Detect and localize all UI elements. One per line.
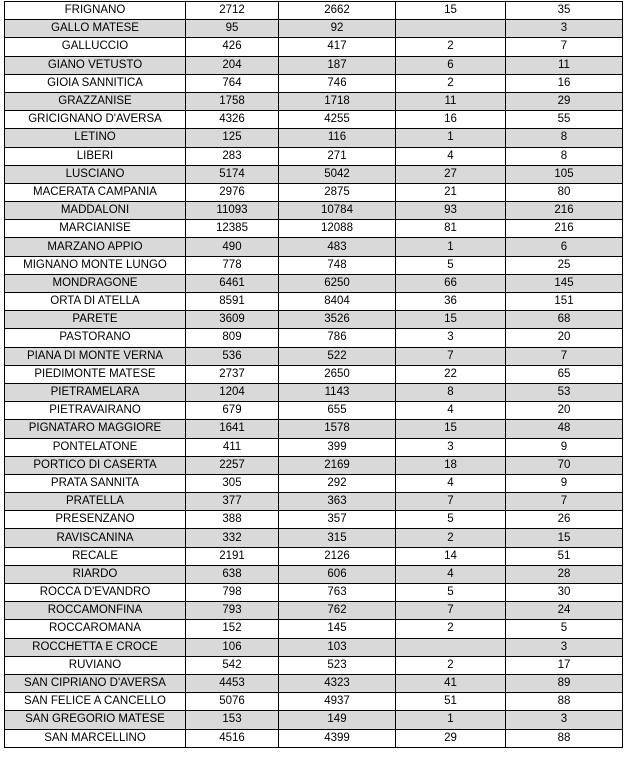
- value-4-cell: 3: [506, 638, 623, 656]
- value-4-cell: 6: [506, 238, 623, 256]
- value-1-cell: 388: [186, 511, 279, 529]
- municipality-cell: RUVIANO: [5, 656, 186, 674]
- value-3-cell: 7: [396, 602, 506, 620]
- value-4-cell: 7: [506, 347, 623, 365]
- value-1-cell: 542: [186, 656, 279, 674]
- value-1-cell: 8591: [186, 293, 279, 311]
- value-1-cell: 536: [186, 347, 279, 365]
- table-row: [5, 420, 623, 438]
- municipality-cell: PIETRAMELARA: [5, 383, 186, 401]
- value-1-cell: 204: [186, 56, 279, 74]
- value-1-cell: 5174: [186, 165, 279, 183]
- table-row: [5, 711, 623, 729]
- table-row: [5, 565, 623, 583]
- municipality-cell: MARZANO APPIO: [5, 238, 186, 256]
- value-4-cell: 65: [506, 365, 623, 383]
- value-1-cell: 4453: [186, 674, 279, 692]
- municipality-cell: MIGNANO MONTE LUNGO: [5, 256, 186, 274]
- value-2-cell: 145: [279, 620, 396, 638]
- value-3-cell: 66: [396, 274, 506, 292]
- table-row: [5, 383, 623, 401]
- value-3-cell: 27: [396, 165, 506, 183]
- value-2-cell: 1143: [279, 383, 396, 401]
- value-1-cell: 153: [186, 711, 279, 729]
- value-4-cell: 3: [506, 711, 623, 729]
- value-1-cell: 2191: [186, 547, 279, 565]
- value-4-cell: 8: [506, 147, 623, 165]
- table-row: [5, 729, 623, 747]
- value-1-cell: 3609: [186, 311, 279, 329]
- value-2-cell: 4255: [279, 111, 396, 129]
- value-4-cell: 11: [506, 56, 623, 74]
- value-4-cell: 24: [506, 602, 623, 620]
- value-2-cell: 2875: [279, 183, 396, 201]
- value-4-cell: 80: [506, 183, 623, 201]
- value-4-cell: 16: [506, 74, 623, 92]
- municipality-cell: GIOIA SANNITICA: [5, 74, 186, 92]
- table-row: [5, 656, 623, 674]
- value-1-cell: 490: [186, 238, 279, 256]
- municipality-cell: ORTA DI ATELLA: [5, 293, 186, 311]
- value-1-cell: 798: [186, 584, 279, 602]
- value-4-cell: 68: [506, 311, 623, 329]
- value-3-cell: 4: [396, 402, 506, 420]
- value-2-cell: 103: [279, 638, 396, 656]
- municipality-cell: MADDALONI: [5, 202, 186, 220]
- value-4-cell: 145: [506, 274, 623, 292]
- value-1-cell: 125: [186, 129, 279, 147]
- value-4-cell: 5: [506, 620, 623, 638]
- table-row: [5, 456, 623, 474]
- municipality-cell: ROCCAMONFINA: [5, 602, 186, 620]
- value-4-cell: 88: [506, 693, 623, 711]
- value-1-cell: 332: [186, 529, 279, 547]
- table-row: [5, 329, 623, 347]
- value-1-cell: 809: [186, 329, 279, 347]
- municipality-cell: PIANA DI MONTE VERNA: [5, 347, 186, 365]
- value-2-cell: 363: [279, 493, 396, 511]
- value-2-cell: 2169: [279, 456, 396, 474]
- value-3-cell: 7: [396, 493, 506, 511]
- value-2-cell: 523: [279, 656, 396, 674]
- value-1-cell: 11093: [186, 202, 279, 220]
- table-row: [5, 584, 623, 602]
- municipality-cell: SAN MARCELLINO: [5, 729, 186, 747]
- value-3-cell: 4: [396, 565, 506, 583]
- value-4-cell: 7: [506, 493, 623, 511]
- municipality-cell: PIETRAVAIRANO: [5, 402, 186, 420]
- value-1-cell: 638: [186, 565, 279, 583]
- value-3-cell: 2: [396, 38, 506, 56]
- value-1-cell: 152: [186, 620, 279, 638]
- value-3-cell: 2: [396, 620, 506, 638]
- municipality-cell: RAVISCANINA: [5, 529, 186, 547]
- value-3-cell: 81: [396, 220, 506, 238]
- value-2-cell: 12088: [279, 220, 396, 238]
- value-4-cell: 28: [506, 565, 623, 583]
- value-3-cell: 16: [396, 111, 506, 129]
- municipality-cell: GIANO VETUSTO: [5, 56, 186, 74]
- table-row: [5, 620, 623, 638]
- value-2-cell: 4937: [279, 693, 396, 711]
- table-row: [5, 293, 623, 311]
- value-3-cell: 2: [396, 529, 506, 547]
- value-2-cell: 522: [279, 347, 396, 365]
- table-row: [5, 511, 623, 529]
- table-row: [5, 693, 623, 711]
- value-2-cell: 1578: [279, 420, 396, 438]
- value-1-cell: 95: [186, 20, 279, 38]
- value-3-cell: 21: [396, 183, 506, 201]
- value-1-cell: 1204: [186, 383, 279, 401]
- municipality-cell: GRAZZANISE: [5, 92, 186, 110]
- value-4-cell: 105: [506, 165, 623, 183]
- value-2-cell: 292: [279, 474, 396, 492]
- table-row: [5, 238, 623, 256]
- municipality-cell: SAN FELICE A CANCELLO: [5, 693, 186, 711]
- municipality-cell: GRICIGNANO D'AVERSA: [5, 111, 186, 129]
- value-1-cell: 4516: [186, 729, 279, 747]
- municipality-cell: RIARDO: [5, 565, 186, 583]
- value-4-cell: 26: [506, 511, 623, 529]
- value-3-cell: 7: [396, 347, 506, 365]
- municipality-cell: MARCIANISE: [5, 220, 186, 238]
- municipality-cell: PRESENZANO: [5, 511, 186, 529]
- table-row: [5, 274, 623, 292]
- value-1-cell: 1641: [186, 420, 279, 438]
- value-1-cell: 4326: [186, 111, 279, 129]
- value-2-cell: 762: [279, 602, 396, 620]
- value-2-cell: 399: [279, 438, 396, 456]
- value-1-cell: 5076: [186, 693, 279, 711]
- municipality-cell: FRIGNANO: [5, 2, 186, 20]
- value-4-cell: 29: [506, 92, 623, 110]
- table-row: [5, 183, 623, 201]
- data-table: [4, 1, 623, 748]
- table-row: [5, 365, 623, 383]
- table-row: [5, 256, 623, 274]
- value-4-cell: 53: [506, 383, 623, 401]
- value-1-cell: 411: [186, 438, 279, 456]
- value-1-cell: 679: [186, 402, 279, 420]
- municipality-cell: ROCCA D'EVANDRO: [5, 584, 186, 602]
- value-3-cell: 29: [396, 729, 506, 747]
- value-3-cell: 4: [396, 474, 506, 492]
- municipality-cell: SAN CIPRIANO D'AVERSA: [5, 674, 186, 692]
- municipality-cell: PRATELLA: [5, 493, 186, 511]
- value-4-cell: 35: [506, 2, 623, 20]
- value-3-cell: 3: [396, 438, 506, 456]
- municipality-cell: MONDRAGONE: [5, 274, 186, 292]
- value-2-cell: 3526: [279, 311, 396, 329]
- table-row: [5, 202, 623, 220]
- table-row: [5, 311, 623, 329]
- value-2-cell: 2662: [279, 2, 396, 20]
- value-1-cell: 2737: [186, 365, 279, 383]
- table-row: [5, 493, 623, 511]
- value-3-cell: 15: [396, 311, 506, 329]
- value-2-cell: 5042: [279, 165, 396, 183]
- value-1-cell: 1758: [186, 92, 279, 110]
- value-3-cell: 15: [396, 2, 506, 20]
- value-2-cell: 655: [279, 402, 396, 420]
- value-3-cell: 2: [396, 74, 506, 92]
- value-3-cell: [396, 20, 506, 38]
- value-1-cell: 283: [186, 147, 279, 165]
- municipality-cell: PONTELATONE: [5, 438, 186, 456]
- value-3-cell: 51: [396, 693, 506, 711]
- value-2-cell: 4399: [279, 729, 396, 747]
- value-3-cell: 1: [396, 711, 506, 729]
- value-3-cell: 1: [396, 238, 506, 256]
- value-1-cell: 2712: [186, 2, 279, 20]
- municipality-cell: GALLO MATESE: [5, 20, 186, 38]
- municipality-cell: PRATA SANNITA: [5, 474, 186, 492]
- value-4-cell: 8: [506, 129, 623, 147]
- municipality-cell: GALLUCCIO: [5, 38, 186, 56]
- value-4-cell: 55: [506, 111, 623, 129]
- value-3-cell: 6: [396, 56, 506, 74]
- value-4-cell: 20: [506, 329, 623, 347]
- value-2-cell: 786: [279, 329, 396, 347]
- value-3-cell: 14: [396, 547, 506, 565]
- table-row: [5, 129, 623, 147]
- value-4-cell: 216: [506, 202, 623, 220]
- table-row: [5, 2, 623, 20]
- table-row: [5, 529, 623, 547]
- value-2-cell: 417: [279, 38, 396, 56]
- value-2-cell: 271: [279, 147, 396, 165]
- value-2-cell: 483: [279, 238, 396, 256]
- value-3-cell: 18: [396, 456, 506, 474]
- value-3-cell: 8: [396, 383, 506, 401]
- value-3-cell: 3: [396, 329, 506, 347]
- value-1-cell: 426: [186, 38, 279, 56]
- value-3-cell: 41: [396, 674, 506, 692]
- table-row: [5, 111, 623, 129]
- value-4-cell: 17: [506, 656, 623, 674]
- value-1-cell: 106: [186, 638, 279, 656]
- value-3-cell: 5: [396, 256, 506, 274]
- municipality-cell: PASTORANO: [5, 329, 186, 347]
- table-row: [5, 165, 623, 183]
- value-3-cell: 1: [396, 129, 506, 147]
- value-3-cell: 15: [396, 420, 506, 438]
- value-2-cell: 187: [279, 56, 396, 74]
- municipality-cell: LUSCIANO: [5, 165, 186, 183]
- value-4-cell: 51: [506, 547, 623, 565]
- value-4-cell: 89: [506, 674, 623, 692]
- value-4-cell: 30: [506, 584, 623, 602]
- table-row: [5, 220, 623, 238]
- value-3-cell: 5: [396, 584, 506, 602]
- municipality-cell: LIBERI: [5, 147, 186, 165]
- value-2-cell: 8404: [279, 293, 396, 311]
- municipality-cell: SAN GREGORIO MATESE: [5, 711, 186, 729]
- value-1-cell: 2976: [186, 183, 279, 201]
- value-1-cell: 2257: [186, 456, 279, 474]
- value-2-cell: 2650: [279, 365, 396, 383]
- value-3-cell: 2: [396, 656, 506, 674]
- value-2-cell: 763: [279, 584, 396, 602]
- municipality-cell: PIEDIMONTE MATESE: [5, 365, 186, 383]
- table-row: [5, 474, 623, 492]
- value-3-cell: 22: [396, 365, 506, 383]
- table-row: [5, 56, 623, 74]
- value-3-cell: 36: [396, 293, 506, 311]
- value-2-cell: 4323: [279, 674, 396, 692]
- value-2-cell: 746: [279, 74, 396, 92]
- table-body: [5, 2, 623, 748]
- table-row: [5, 147, 623, 165]
- municipality-cell: LETINO: [5, 129, 186, 147]
- table-row: [5, 92, 623, 110]
- value-4-cell: 9: [506, 474, 623, 492]
- value-4-cell: 7: [506, 38, 623, 56]
- value-3-cell: 93: [396, 202, 506, 220]
- value-2-cell: 748: [279, 256, 396, 274]
- table-row: [5, 674, 623, 692]
- municipality-cell: PIGNATARO MAGGIORE: [5, 420, 186, 438]
- value-1-cell: 764: [186, 74, 279, 92]
- municipality-cell: ROCCAROMANA: [5, 620, 186, 638]
- value-1-cell: 793: [186, 602, 279, 620]
- table-row: [5, 638, 623, 656]
- municipality-cell: MACERATA CAMPANIA: [5, 183, 186, 201]
- value-2-cell: 149: [279, 711, 396, 729]
- value-4-cell: 70: [506, 456, 623, 474]
- value-3-cell: 5: [396, 511, 506, 529]
- value-1-cell: 377: [186, 493, 279, 511]
- value-4-cell: 20: [506, 402, 623, 420]
- value-2-cell: 315: [279, 529, 396, 547]
- value-1-cell: 778: [186, 256, 279, 274]
- value-1-cell: 305: [186, 474, 279, 492]
- value-2-cell: 1718: [279, 92, 396, 110]
- value-4-cell: 48: [506, 420, 623, 438]
- value-1-cell: 12385: [186, 220, 279, 238]
- value-2-cell: 92: [279, 20, 396, 38]
- value-4-cell: 15: [506, 529, 623, 547]
- value-3-cell: 11: [396, 92, 506, 110]
- municipality-cell: RECALE: [5, 547, 186, 565]
- table-row: [5, 438, 623, 456]
- value-2-cell: 6250: [279, 274, 396, 292]
- value-4-cell: 151: [506, 293, 623, 311]
- value-3-cell: 4: [396, 147, 506, 165]
- municipality-cell: ROCCHETTA E CROCE: [5, 638, 186, 656]
- value-2-cell: 606: [279, 565, 396, 583]
- value-3-cell: [396, 638, 506, 656]
- municipality-cell: PARETE: [5, 311, 186, 329]
- value-2-cell: 116: [279, 129, 396, 147]
- table-row: [5, 38, 623, 56]
- value-4-cell: 88: [506, 729, 623, 747]
- table-row: [5, 347, 623, 365]
- value-2-cell: 10784: [279, 202, 396, 220]
- table-row: [5, 547, 623, 565]
- table-row: [5, 20, 623, 38]
- value-4-cell: 25: [506, 256, 623, 274]
- table-row: [5, 74, 623, 92]
- table-row: [5, 602, 623, 620]
- value-2-cell: 357: [279, 511, 396, 529]
- value-2-cell: 2126: [279, 547, 396, 565]
- table-row: [5, 402, 623, 420]
- value-4-cell: 216: [506, 220, 623, 238]
- municipality-cell: PORTICO DI CASERTA: [5, 456, 186, 474]
- value-1-cell: 6461: [186, 274, 279, 292]
- value-4-cell: 9: [506, 438, 623, 456]
- value-4-cell: 3: [506, 20, 623, 38]
